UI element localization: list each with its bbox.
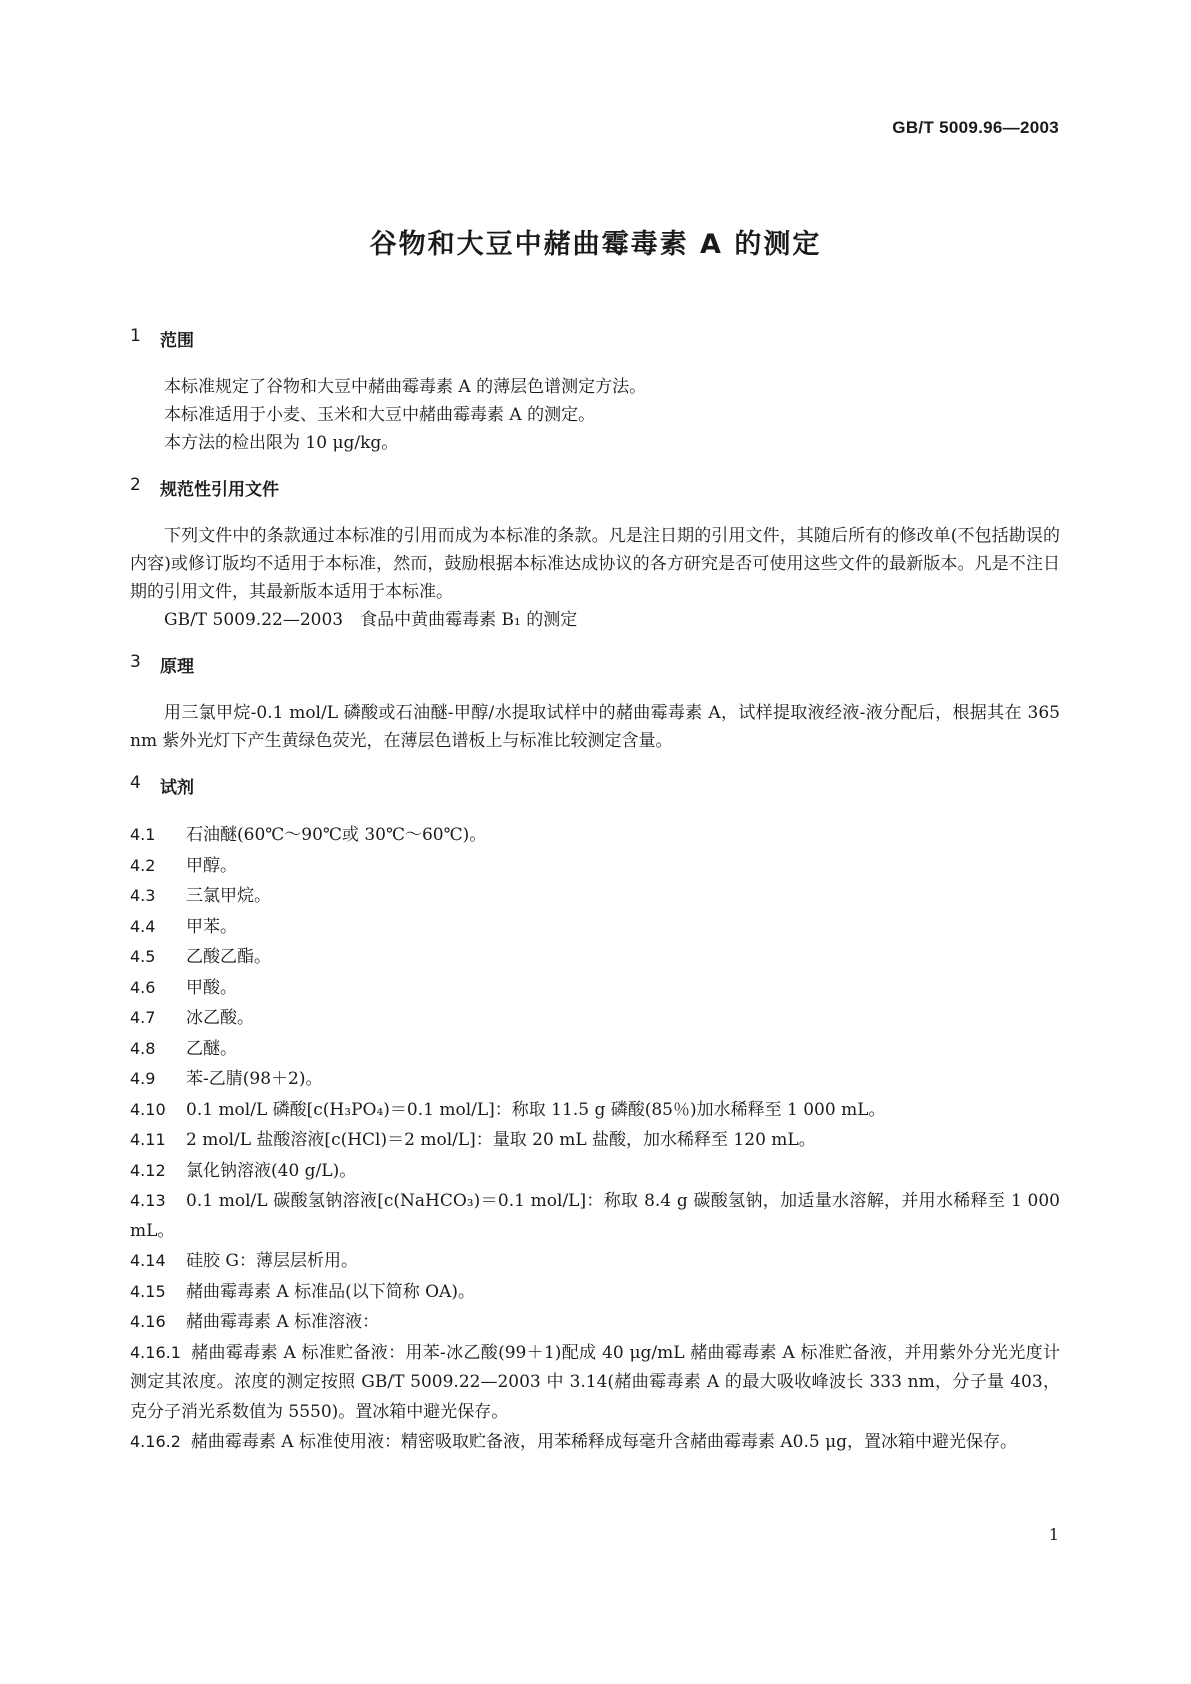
list-item bbox=[130, 820, 1060, 851]
item-text: 赭曲霉毒素 A 标准品(以下简称 OA)。 bbox=[186, 1281, 475, 1302]
item-text: 赭曲霉毒素 A 标准溶液： bbox=[186, 1312, 380, 1332]
item-text: 甲酸。 bbox=[186, 977, 237, 998]
paragraph: 本标准适用于小麦、玉米和大豆中赭曲霉毒素 A 的测定。 bbox=[164, 405, 596, 425]
list-item bbox=[130, 1277, 1060, 1308]
item-number: 4.8 bbox=[130, 1038, 156, 1058]
list-item bbox=[130, 1427, 1060, 1458]
item-number: 4.12 bbox=[130, 1160, 166, 1180]
list-item bbox=[130, 1003, 1060, 1034]
item-number: 4.2 bbox=[130, 855, 156, 875]
item-text: 三氯甲烷。 bbox=[186, 886, 271, 906]
item-number: 4.16.2 bbox=[130, 1432, 181, 1451]
item-number: 4.5 bbox=[130, 947, 156, 966]
paragraph: 用三氯甲烷-0.1 mol/L 磷酸或石油醚-甲醇/水提取试样中的赭曲霉毒素 A，试样提取液经液-液分配后，根据其在 365 nm 紫外光灯下产生黄绿色荧光，在薄层色谱板上与标准比较测定含量。 bbox=[130, 703, 1060, 751]
item-number: 4.16 bbox=[130, 1312, 166, 1331]
section-number: 1 bbox=[130, 326, 141, 346]
section-title: 试剂 bbox=[160, 778, 194, 798]
item-number: 4.3 bbox=[130, 886, 156, 905]
section-heading-principle bbox=[130, 652, 1060, 677]
item-text: 冰乙酸。 bbox=[186, 1008, 254, 1028]
list-item bbox=[130, 912, 1060, 943]
section-number: 3 bbox=[130, 652, 141, 672]
list-item bbox=[130, 1034, 1060, 1065]
item-text: 2 mol/L 盐酸溶液[c(HCl)＝2 mol/L]：量取 20 mL 盐酸，加水稀释至 120 mL。 bbox=[186, 1130, 816, 1150]
list-item bbox=[130, 881, 1060, 912]
list-item bbox=[130, 1338, 1060, 1428]
standard-code: GB/T 5009.96—2003 bbox=[892, 118, 1059, 137]
paragraph: 本方法的检出限为 10 μg/kg。 bbox=[164, 433, 399, 453]
item-number: 4.15 bbox=[130, 1281, 166, 1301]
section-title: 规范性引用文件 bbox=[160, 480, 279, 500]
section-title: 范围 bbox=[160, 331, 194, 351]
item-number: 4.11 bbox=[130, 1130, 166, 1149]
normative-reference: GB/T 5009.22—2003 食品中黄曲霉毒素 B₁ 的测定 bbox=[164, 610, 578, 630]
item-text: 氯化钠溶液(40 g/L)。 bbox=[186, 1160, 357, 1181]
list-item bbox=[130, 1064, 1060, 1095]
item-text: 甲苯。 bbox=[186, 916, 237, 937]
item-number: 4.13 bbox=[130, 1191, 166, 1210]
paragraph: 本标准规定了谷物和大豆中赭曲霉毒素 A 的薄层色谱测定方法。 bbox=[164, 377, 647, 397]
item-text: 石油醚(60℃～90℃或 30℃～60℃)。 bbox=[186, 825, 487, 845]
list-item bbox=[130, 1125, 1060, 1156]
item-text: 硅胶 G：薄层层析用。 bbox=[186, 1251, 358, 1271]
section-number: 4 bbox=[130, 773, 141, 793]
list-item bbox=[130, 1186, 1060, 1246]
list-item bbox=[130, 1156, 1060, 1187]
item-number: 4.4 bbox=[130, 916, 156, 936]
item-text: 乙醚。 bbox=[186, 1038, 237, 1059]
list-item bbox=[130, 973, 1060, 1004]
page-number: 1 bbox=[1048, 1525, 1059, 1544]
list-item bbox=[130, 851, 1060, 882]
item-text: 赭曲霉毒素 A 标准贮备液：用苯-冰乙酸(99＋1)配成 40 μg/mL 赭曲霉毒素 A 标准贮备液，并用紫外分光光度计测定其浓度。浓度的测定按照 GB/T 5009.22—2003 中 3.14(赭曲霉毒素 A 的最大吸收峰波长 333 nm，分子量 403，克分子消光系数值为 5550)。置冰箱中避光保存。 bbox=[130, 1342, 1060, 1422]
reagent-list bbox=[130, 820, 1060, 1458]
item-number: 4.1 bbox=[130, 825, 156, 844]
item-text: 乙酸乙酯。 bbox=[186, 947, 271, 967]
item-number: 4.10 bbox=[130, 1099, 166, 1119]
item-text: 苯-乙腈(98＋2)。 bbox=[186, 1069, 323, 1089]
list-item bbox=[130, 1246, 1060, 1277]
section-title: 原理 bbox=[160, 657, 194, 677]
list-item bbox=[130, 1307, 1060, 1338]
item-number: 4.6 bbox=[130, 977, 156, 997]
section-heading-scope bbox=[130, 326, 1060, 351]
paragraph: 下列文件中的条款通过本标准的引用而成为本标准的条款。凡是注日期的引用文件，其随后所有的修改单(不包括勘误的内容)或修订版均不适用于本标准，然而，鼓励根据本标准达成协议的各方研究是否可使用这些文件的最新版本。凡是不注日期的引用文件，其最新版本适用于本标准。 bbox=[130, 526, 1060, 602]
section-heading-references bbox=[130, 475, 1060, 500]
list-item bbox=[130, 942, 1060, 973]
document-title: 谷物和大豆中赭曲霉毒素 A 的测定 bbox=[369, 229, 822, 260]
item-text: 赭曲霉毒素 A 标准使用液：精密吸取贮备液，用苯稀释成每毫升含赭曲霉毒素 A0.5 μg，置冰箱中避光保存。 bbox=[190, 1432, 1018, 1452]
item-text: 0.1 mol/L 碳酸氢钠溶液[c(NaHCO₃)＝0.1 mol/L]：称取 8.4 g 碳酸氢钠，加适量水溶解，并用水稀释至 1 000 mL。 bbox=[130, 1191, 1060, 1241]
item-number: 4.16.1 bbox=[130, 1342, 181, 1362]
item-number: 4.9 bbox=[130, 1069, 156, 1088]
item-text: 0.1 mol/L 磷酸[c(H₃PO₄)＝0.1 mol/L]：称取 11.5 g 磷酸(85％)加水稀释至 1 000 mL。 bbox=[186, 1099, 886, 1120]
item-text: 甲醇。 bbox=[186, 855, 237, 876]
document-body bbox=[130, 326, 1060, 1458]
section-heading-reagents bbox=[130, 773, 1060, 798]
item-number: 4.14 bbox=[130, 1251, 166, 1270]
list-item bbox=[130, 1095, 1060, 1126]
section-number: 2 bbox=[130, 475, 141, 495]
item-number: 4.7 bbox=[130, 1008, 156, 1027]
